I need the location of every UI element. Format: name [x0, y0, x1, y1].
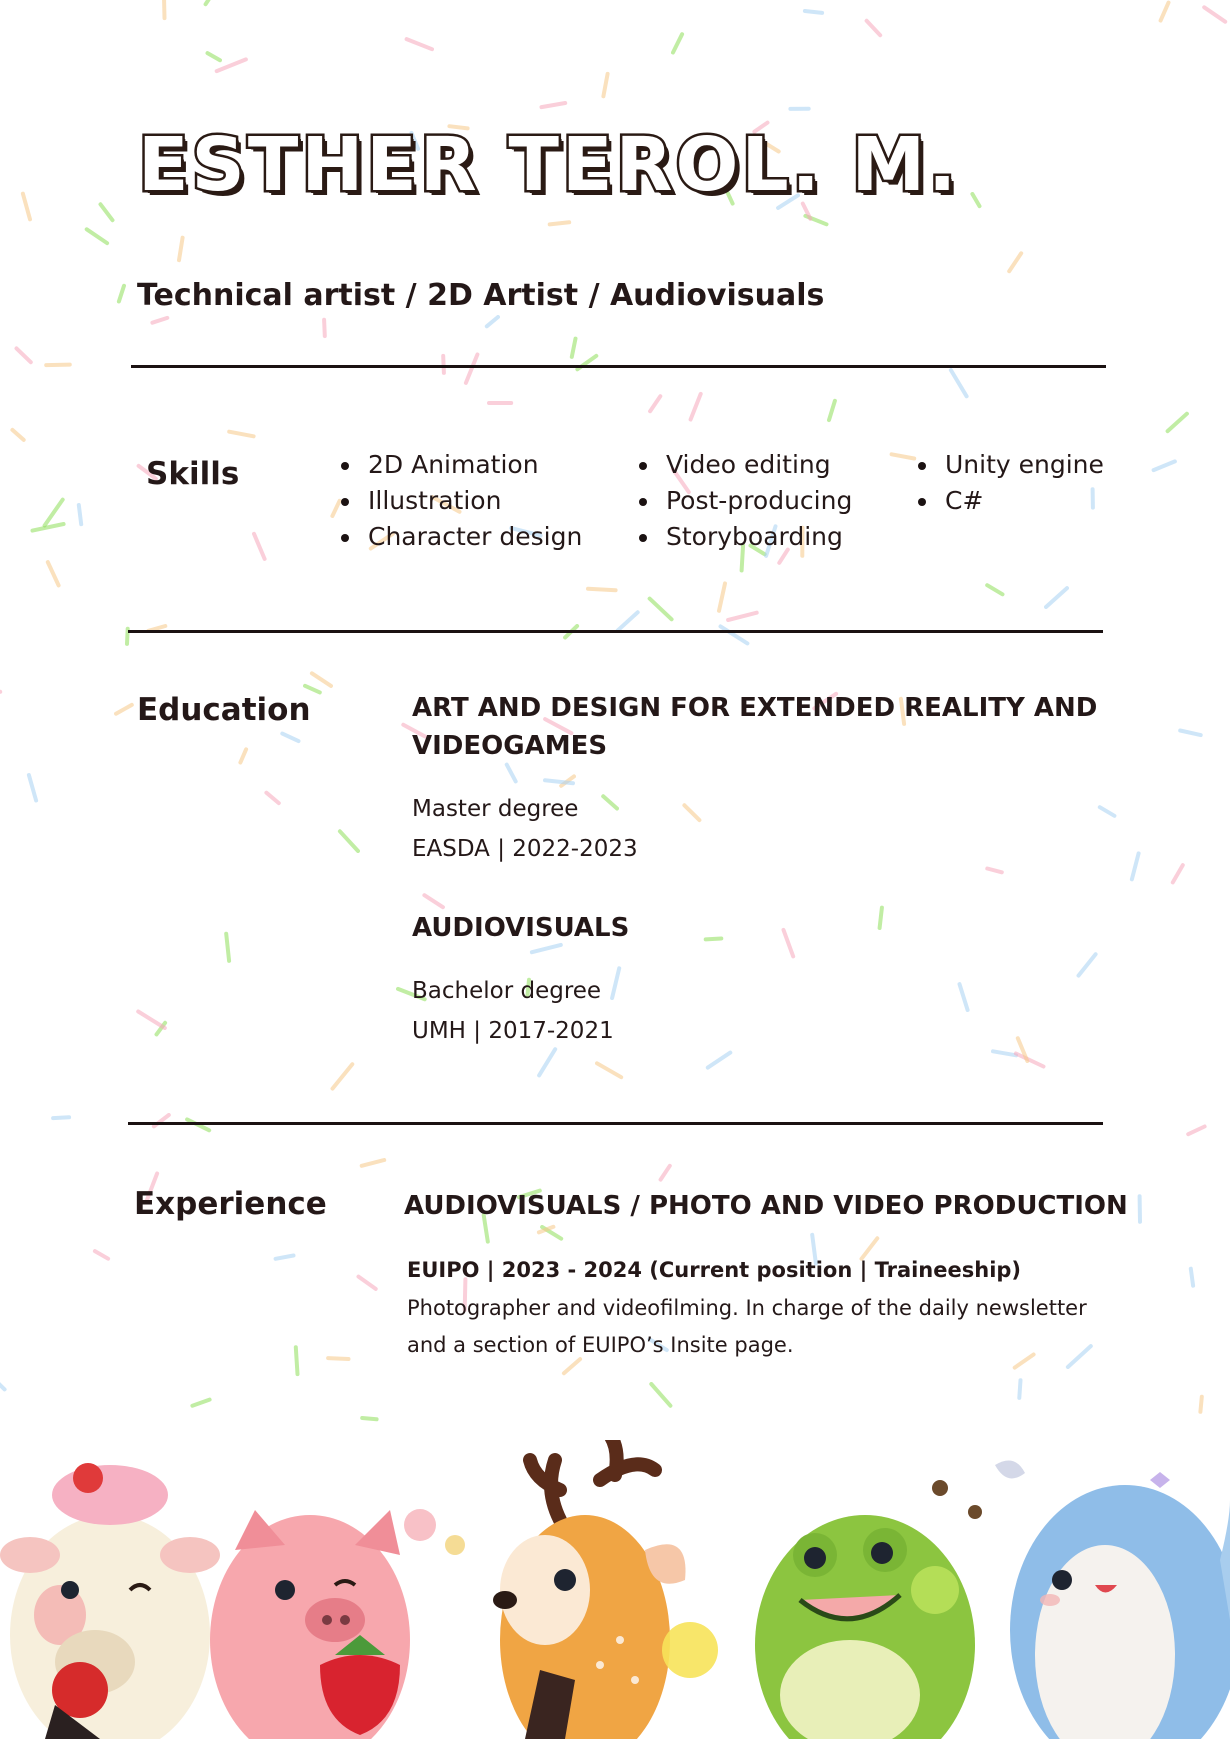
divider-skills: [128, 630, 1103, 633]
skills-heading: Skills: [146, 456, 240, 492]
resume-name: ESTHER TEROL. M.: [138, 122, 960, 208]
education-heading: Education: [137, 692, 311, 728]
characters-illustration: [0, 1440, 1230, 1739]
frog-character: [755, 1515, 975, 1739]
education-entry-degree: Bachelor degree: [412, 978, 602, 1004]
skill-item: Video editing: [636, 447, 852, 483]
deer-character: [493, 1440, 718, 1739]
skill-item: C#: [915, 483, 1104, 519]
pig-character: [210, 1510, 410, 1739]
education-entry-title: ART AND DESIGN FOR EXTENDED REALITY AND VIDEOGAMES: [412, 693, 1098, 761]
skills-column-1: [338, 447, 582, 555]
skills-column-3: [915, 447, 1104, 519]
skill-item: Post-producing: [636, 483, 852, 519]
experience-entry-description: Photographer and videofilming. In charge of the daily newsletter and a section of EUIPO’s Insite page.: [407, 1296, 1087, 1357]
skill-item: Illustration: [338, 483, 582, 519]
experience-entry-meta: EUIPO | 2023 - 2024 (Current position | Traineeship): [407, 1258, 1022, 1282]
experience-heading: Experience: [134, 1186, 327, 1222]
shark-character: [1010, 1485, 1230, 1739]
cow-character: [0, 1463, 220, 1739]
resume-subtitle: Technical artist / 2D Artist / Audiovisuals: [137, 278, 825, 313]
education-entry-place: UMH | 2017-2021: [412, 1018, 614, 1044]
skill-item: Character design: [338, 519, 582, 555]
education-entry-title: AUDIOVISUALS: [412, 913, 630, 943]
skill-item: Unity engine: [915, 447, 1104, 483]
skill-item: 2D Animation: [338, 447, 582, 483]
education-entry-degree: Master degree: [412, 796, 579, 822]
divider-education: [128, 1122, 1103, 1125]
experience-entry-title: AUDIOVISUALS / PHOTO AND VIDEO PRODUCTION: [404, 1191, 1128, 1221]
skill-item: Storyboarding: [636, 519, 852, 555]
education-entry-place: EASDA | 2022-2023: [412, 836, 638, 862]
skills-column-2: [636, 447, 852, 555]
divider-top: [131, 365, 1106, 368]
